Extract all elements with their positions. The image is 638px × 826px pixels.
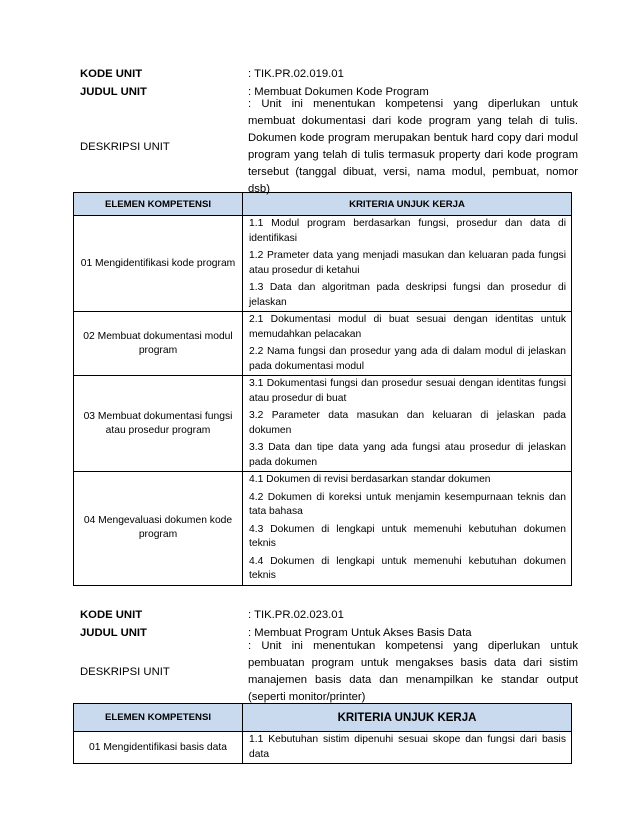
elemen-cell: 02 Membuat dokumentasi modul program — [74, 312, 243, 376]
kriteria-item: 3.3 Data dan tipe data yang ada fungsi atau prosedur di jelaskan pada dokumen — [249, 442, 566, 468]
kode-unit-label: KODE UNIT — [80, 609, 143, 621]
kriteria-item: 4.4 Dokumen di lengkapi untuk memenuhi kebutuhan dokumen teknis — [249, 555, 566, 581]
kriteria-item: 4.2 Dokumen di koreksi untuk menjamin kesempurnaan teknis dan tata bahasa — [249, 491, 566, 517]
kriteria-item: 1.1 Modul program berdasarkan fungsi, prosedur dan data di identifikasi — [249, 218, 566, 244]
table-header-row — [74, 704, 572, 732]
unit-info-2 — [80, 609, 578, 701]
elemen-kompetensi-header: ELEMEN KOMPETENSI — [74, 193, 243, 216]
table-row — [74, 376, 572, 472]
table-row — [74, 216, 572, 312]
kriteria-item: 4.1 Dokumen di revisi berdasarkan standar dokumen — [249, 474, 491, 485]
kriteria-unjuk-kerja-header: KRITERIA UNJUK KERJA — [243, 193, 572, 216]
judul-unit-value: : Membuat Dokumen Kode Program — [248, 86, 429, 98]
deskripsi-unit-row — [80, 97, 578, 195]
deskripsi-unit-label: DESKRIPSI UNIT — [80, 666, 170, 678]
kriteria-item: 2.1 Dokumentasi modul di buat sesuai dengan identitas untuk memudahkan pelacakan — [249, 314, 566, 340]
kriteria-cell — [243, 376, 572, 472]
deskripsi-unit-value: : Unit ini menentukan kompetensi yang diperlukan untuk membuat dokumentasi dari kode program yang telah di tulis. Dokumen kode program merupakan bentuk hard copy dari modul program yang telah di tulis termasuk property dari kode program tersebut (tanggal dibuat, versi, nama modul, pembuat, nomor dsb) — [248, 97, 578, 195]
unit-section-1 — [80, 68, 578, 586]
kriteria-cell — [243, 472, 572, 586]
kode-unit-label: KODE UNIT — [80, 68, 143, 80]
deskripsi-unit-value: : Unit ini menentukan kompetensi yang diperlukan untuk pembuatan program untuk mengakses basis data dari sistim manajemen basis data dan menampilkan ke standar output (seperti monitor/printer) — [248, 640, 578, 703]
unit-section-2 — [80, 609, 578, 764]
elemen-cell: 01 Mengidentifikasi kode program — [74, 216, 243, 312]
kode-unit-row — [80, 609, 578, 621]
competency-table-2 — [73, 703, 572, 764]
kriteria-item: 4.3 Dokumen di lengkapi untuk memenuhi kebutuhan dokumen teknis — [249, 523, 566, 549]
kriteria-item: 3.2 Parameter data masukan dan keluaran di jelaskan pada dokumen — [249, 410, 566, 436]
table-row — [74, 312, 572, 376]
kriteria-cell — [243, 216, 572, 312]
kriteria-item: 2.2 Nama fungsi dan prosedur yang ada di dalam modul di jelaskan pada dokumentasi modul — [249, 346, 566, 372]
kriteria-item: 1.3 Data dan algoritman pada deskripsi fungsi dan prosedur di jelaskan — [249, 282, 566, 308]
elemen-cell: 03 Membuat dokumentasi fungsi atau prosedur program — [74, 376, 243, 472]
judul-unit-value: : Membuat Program Untuk Akses Basis Data — [248, 627, 472, 639]
judul-unit-label: JUDUL UNIT — [80, 627, 147, 639]
kriteria-cell — [243, 732, 572, 764]
elemen-cell: 01 Mengidentifikasi basis data — [74, 732, 243, 764]
competency-table-1 — [73, 192, 572, 586]
kriteria-item: 1.1 Kebutuhan sistim dipenuhi sesuai skope dan fungsi dari basis data — [249, 734, 566, 760]
elemen-cell: 04 Mengevaluasi dokumen kode program — [74, 472, 243, 586]
kriteria-unjuk-kerja-header: KRITERIA UNJUK KERJA — [243, 704, 572, 732]
deskripsi-unit-row — [80, 640, 578, 703]
kode-unit-row — [80, 68, 578, 80]
table-row — [74, 732, 572, 764]
kriteria-item: 3.1 Dokumentasi fungsi dan prosedur sesuai dengan identitas fungsi atau prosedur di buat — [249, 378, 566, 404]
unit-info-1 — [80, 68, 578, 195]
kriteria-cell — [243, 312, 572, 376]
kriteria-item: 1.2 Prameter data yang menjadi masukan dan keluaran pada fungsi atau prosedur di ketahui — [249, 250, 566, 276]
kode-unit-value: : TIK.PR.02.023.01 — [248, 609, 344, 621]
elemen-kompetensi-header: ELEMEN KOMPETENSI — [74, 704, 243, 732]
table-row — [74, 472, 572, 586]
kode-unit-value: : TIK.PR.02.019.01 — [248, 68, 344, 80]
judul-unit-label: JUDUL UNIT — [80, 86, 147, 98]
deskripsi-unit-label: DESKRIPSI UNIT — [80, 140, 170, 153]
